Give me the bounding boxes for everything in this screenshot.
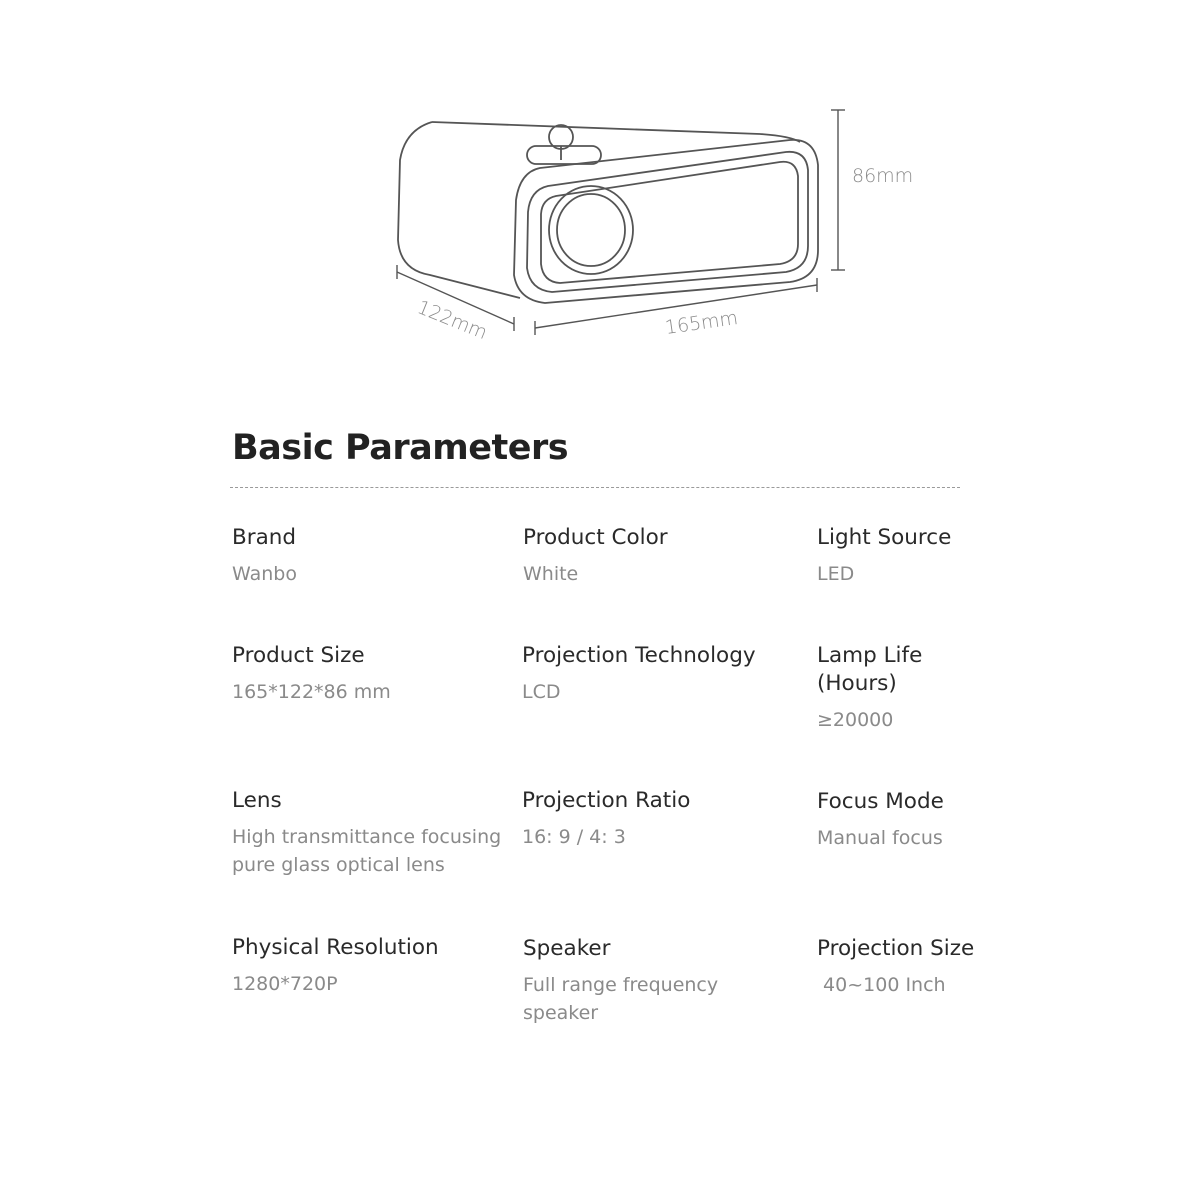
height-dimension-label: 86mm [852,165,914,187]
spec-label: Projection Ratio [522,788,691,813]
depth-dimension-label: 122mm [414,296,491,345]
spec-value: LCD [522,681,561,703]
spec-label: Lens [232,788,282,813]
spec-value: Wanbo [232,563,297,585]
spec-label: Focus Mode [817,789,944,814]
spec-focus-mode [817,788,1107,852]
spec-speaker [523,935,813,1027]
section-title: Basic Parameters [232,428,569,468]
spec-product-color [523,524,813,588]
spec-projection-technology [522,642,812,706]
spec-projection-ratio [522,787,812,851]
projector-dimension-drawing [0,0,1200,400]
spec-label: Lamp Life (Hours) [817,643,923,696]
spec-value: 1280*720P [232,973,338,995]
spec-value: ≥20000 [817,709,894,731]
projector-outline-icon [398,122,818,303]
spec-label: Brand [232,525,297,550]
spec-value: White [523,563,579,585]
spec-brand [232,524,522,588]
spec-label: Product Size [232,643,365,668]
spec-lamp-life [817,642,1107,734]
spec-product-size [232,642,522,706]
spec-light-source [817,524,1107,588]
width-dimension-label: 165mm [663,306,740,339]
spec-value: 165*122*86 mm [232,681,391,703]
spec-value: High transmittance focusing pure glass optical lens [232,826,502,876]
dashed-divider [230,487,960,488]
spec-label: Projection Technology [522,643,756,668]
spec-label: Projection Size [817,936,975,961]
spec-label: Product Color [523,525,668,550]
spec-label: Physical Resolution [232,935,439,960]
dimension-lines [397,110,845,335]
spec-projection-size [817,935,1107,999]
spec-lens [232,787,522,879]
spec-value: Full range frequency speaker [523,974,719,1024]
spec-value: Manual focus [817,827,943,849]
spec-physical-resolution [232,934,522,998]
spec-value: 16: 9 / 4: 3 [522,826,626,848]
spec-value: 40~100 Inch [817,974,946,996]
spec-label: Speaker [523,936,611,961]
spec-label: Light Source [817,525,952,550]
spec-value: LED [817,563,855,585]
